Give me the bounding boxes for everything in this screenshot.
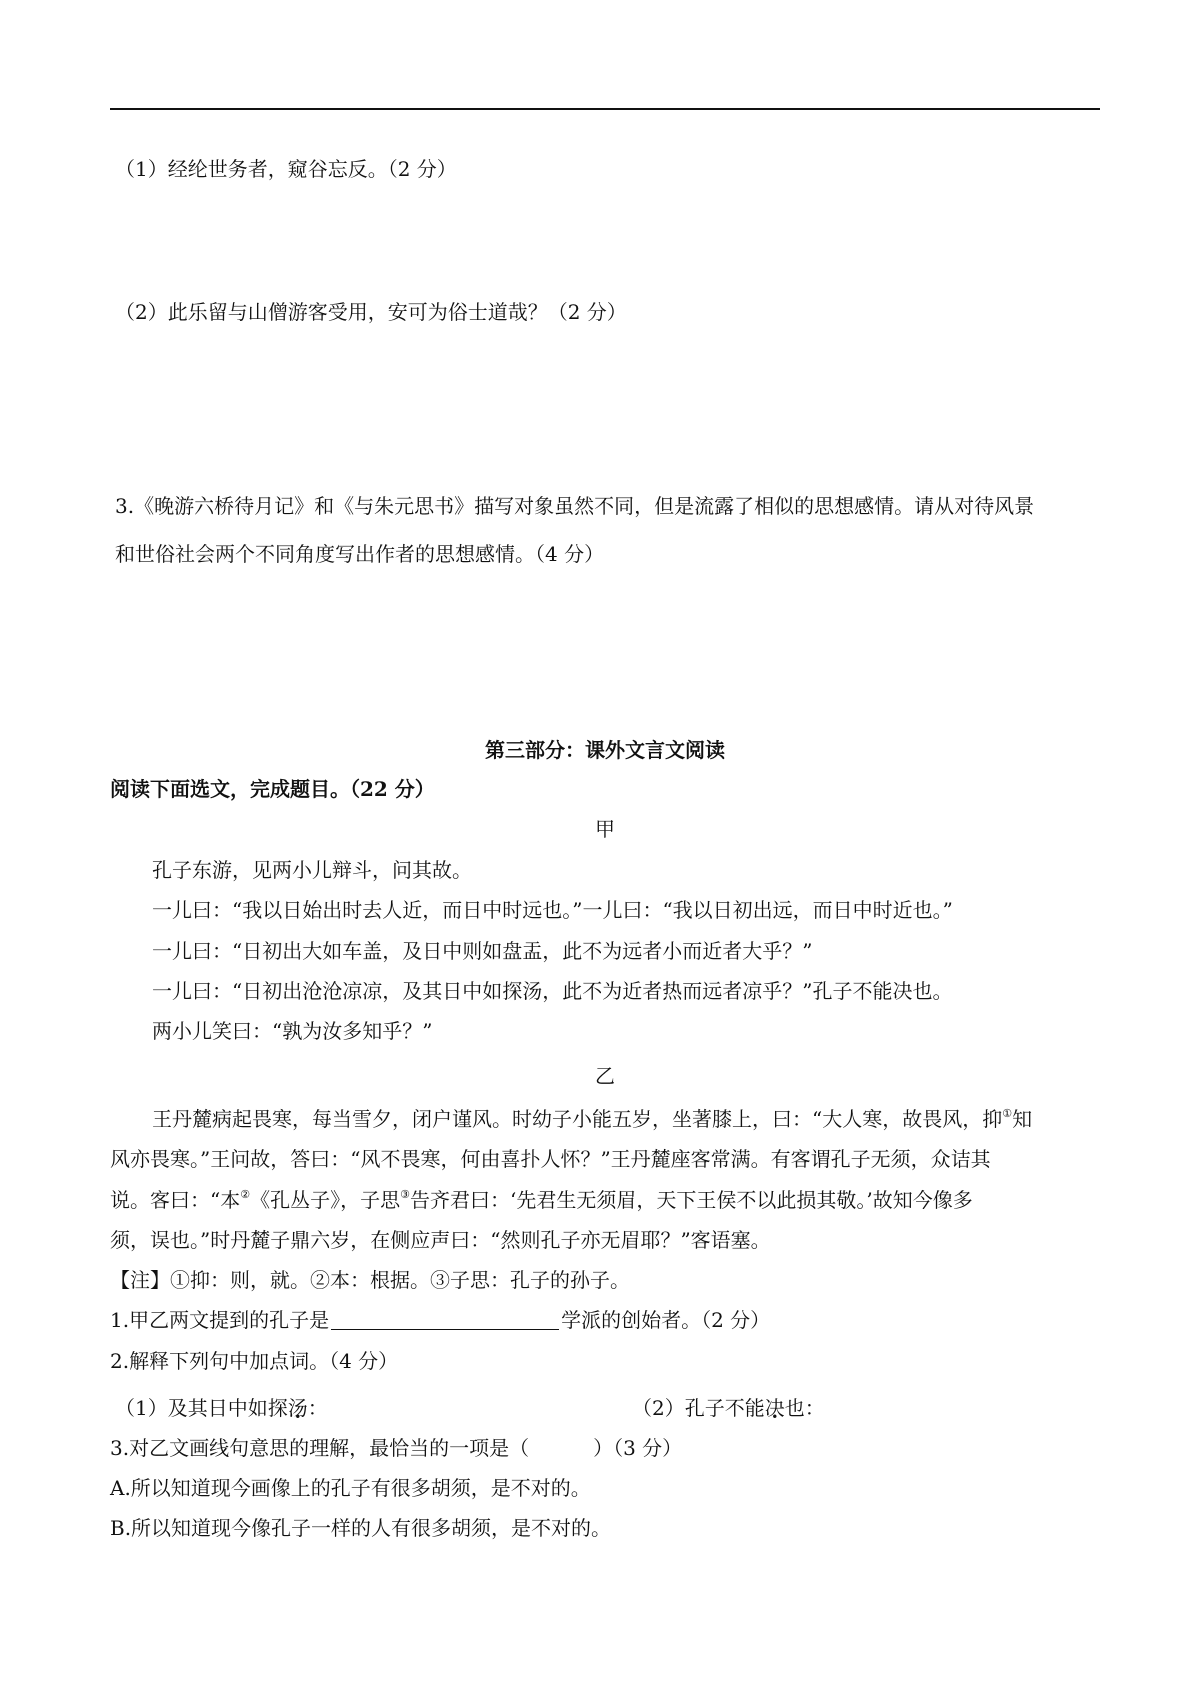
yi-text: 说。客曰：“本 xyxy=(110,1188,241,1212)
question-2-1: （1）经纶世务者，窥谷忘反。（2 分） xyxy=(115,157,457,181)
question-3-line1: 3.《晚游六桥待月记》和《与朱元思书》描写对象虽然不同，但是流露了相似的思想感情。请从对待风景 xyxy=(115,494,1035,518)
footnote-mark: ② xyxy=(240,1188,251,1201)
yi-line-4: 须，误也。”时丹麓子鼎六岁，在侧应声曰：“然则孔子亦无眉耶？”客语塞。 xyxy=(110,1228,771,1252)
question-2-title: 2.解释下列句中加点词。（4 分） xyxy=(110,1349,399,1373)
jia-line: 一儿曰：“我以日始出时去人近，而日中时远也。”一儿曰：“我以日初出远，而日中时近也。” xyxy=(152,898,953,922)
jia-line: 两小儿笑曰：“孰为汝多知乎？” xyxy=(152,1019,433,1043)
part3-title: 第三部分：课外文言文阅读 xyxy=(485,738,725,762)
q2b-text: 也： xyxy=(784,1396,825,1420)
reading-instruction: 阅读下面选文，完成题目。（22 分） xyxy=(110,777,435,801)
question-1 xyxy=(110,1306,770,1334)
yi-text: 知 xyxy=(1012,1107,1033,1131)
yi-line-1 xyxy=(152,1105,1032,1133)
question-1-text: 1.甲乙两文提到的孔子是 xyxy=(110,1308,330,1332)
yi-line-2: 风亦畏寒。”王问故，答曰：“风不畏寒，何由喜扑人怀？”王丹麓座客常满。有客谓孔子无须，众诘其 xyxy=(110,1147,991,1171)
jia-line: 孔子东游，见两小儿辩斗，问其故。 xyxy=(152,858,472,882)
question-2b xyxy=(632,1394,825,1422)
question-1-text: 学派的创始者。（2 分） xyxy=(561,1308,771,1332)
q3b-text: 3.对乙文画线句意思的理解，最恰当的一项是（ xyxy=(110,1436,530,1460)
yi-text: 告齐君曰：‘先君生无须眉，天下王侯不以此损其敬。’故知今像多 xyxy=(409,1188,973,1212)
yi-line-3 xyxy=(110,1186,973,1214)
question-2-2: （2）此乐留与山僧游客受用，安可为俗士道哉？（2 分） xyxy=(115,300,627,324)
yi-text: 王丹麓病起畏寒，每当雪夕，闭户谨风。时幼子小能五岁，坐著膝上，曰：“大人寒，故畏风，抑 xyxy=(152,1107,1003,1131)
footnotes: 【注】①抑：则，就。②本：根据。③子思：孔子的孙子。 xyxy=(110,1268,630,1292)
footnote-mark: ③ xyxy=(400,1188,410,1201)
footnote-mark: ① xyxy=(1002,1107,1013,1120)
q3b-text: ）（3 分） xyxy=(593,1436,683,1460)
q2b-text: （2）孔子不能 xyxy=(632,1396,765,1420)
passage-yi-title: 乙 xyxy=(595,1064,615,1088)
q2a-text: （1）及其日中如探 xyxy=(115,1396,288,1420)
jia-line: 一儿曰：“日初出大如车盖，及日中则如盘盂，此不为远者小而近者大乎？” xyxy=(152,939,813,963)
header-rule xyxy=(110,108,1100,110)
dotted-word: 汤 xyxy=(287,1396,308,1420)
question-3-line2: 和世俗社会两个不同角度写出作者的思想感情。（4 分） xyxy=(115,542,605,566)
option-b: B.所以知道现今像孔子一样的人有很多胡须，是不对的。 xyxy=(110,1516,612,1540)
option-a: A.所以知道现今画像上的孔子有很多胡须，是不对的。 xyxy=(110,1476,591,1500)
jia-line: 一儿曰：“日初出沧沧凉凉，及其日中如探汤，此不为近者热而远者凉乎？”孔子不能决也。 xyxy=(152,979,953,1003)
question-2a xyxy=(115,1394,328,1422)
q2a-text: ： xyxy=(307,1396,328,1420)
question-3b xyxy=(110,1434,682,1462)
dotted-word: 决 xyxy=(764,1396,785,1420)
passage-jia-title: 甲 xyxy=(595,817,615,841)
answer-blank[interactable] xyxy=(331,1309,559,1330)
yi-text: 《孔丛子》，子思 xyxy=(250,1188,401,1212)
